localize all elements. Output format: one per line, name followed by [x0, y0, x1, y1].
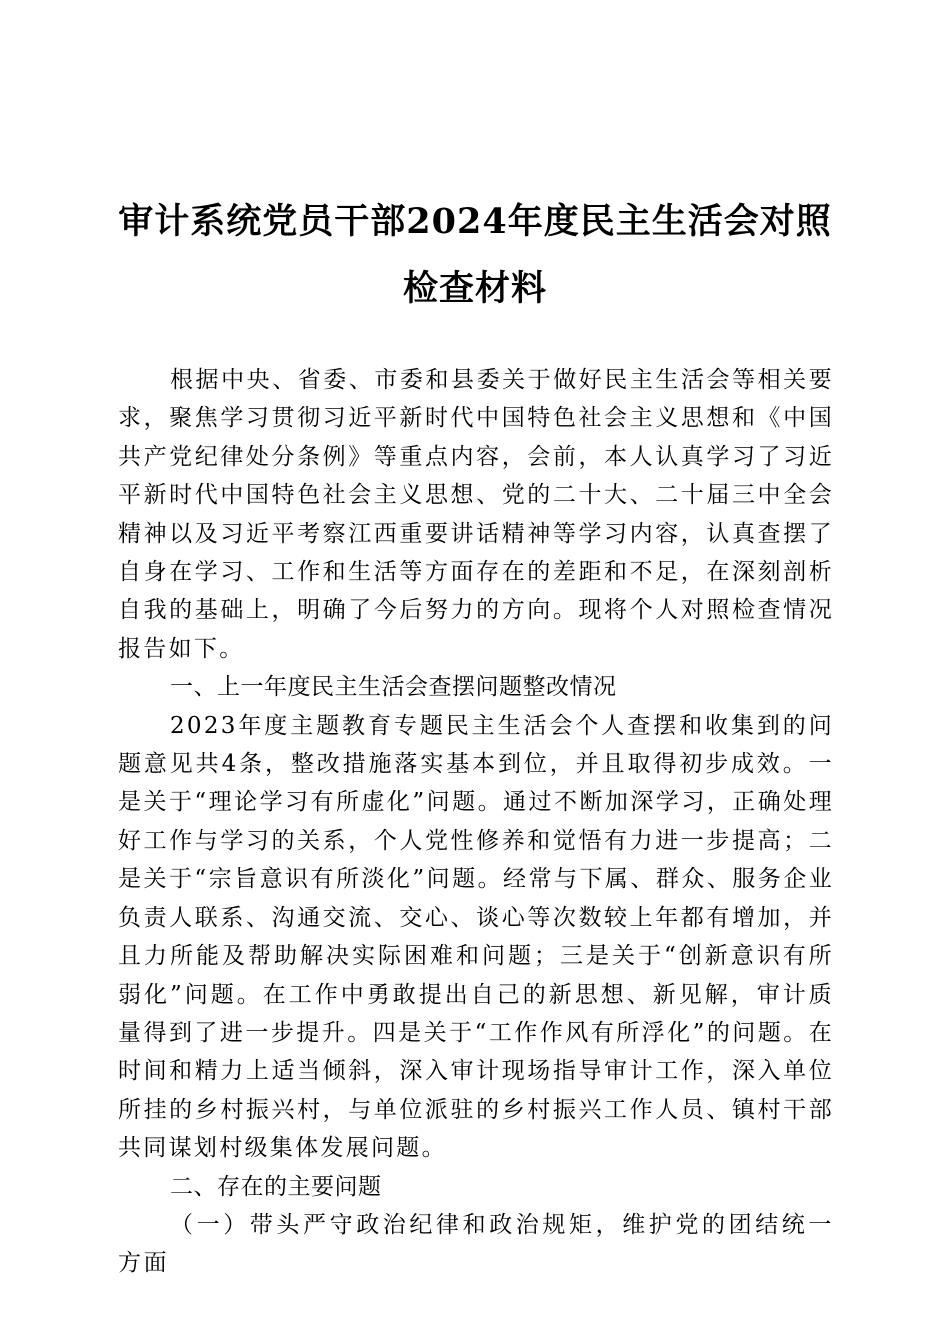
section1-heading: 一、上一年度民主生活会查摆问题整改情况: [170, 674, 617, 701]
subsection1-heading: （一）带头严守政治纪律和政治规矩，维护党的团结统一方面: [118, 1211, 834, 1277]
document-title-line2: 检查材料: [402, 268, 547, 309]
section1-paragraph: 2023年度主题教育专题民主生活会个人查摆和收集到的问题意见共4条，整改措施落实基本到位，并且取得初步成效。一是关于“理论学习有所虚化”问题。通过不断加深学习，正确处理好工作与学习的关系，个人党性修养和觉悟有力进一步提高；二是关于“宗旨意识有所淡化”问题。经常与下属、群众、服务企业负责人联系、沟通交流、交心、谈心等次数较上年都有增加，并且力所能及帮助解决实际困难和问题；三是关于“创新意识有所弱化”问题。在工作中勇敢提出自己的新思想、新见解，审计质量得到了进一步提升。四是关于“工作作风有所浮化”的问题。在时间和精力上适当倾斜，深入审计现场指导审计工作，深入单位所挂的乡村振兴村，与单位派驻的乡村振兴工作人员、镇村干部共同谋划村级集体发展问题。: [118, 712, 834, 1162]
document-body: [118, 361, 834, 1283]
intro-paragraph: 根据中央、省委、市委和县委关于做好民主生活会等相关要求，聚焦学习贯彻习近平新时代中国特色社会主义思想和《中国共产党纪律处分条例》等重点内容，会前，本人认真学习了习近平新时代中国特色社会主义思想、党的二十大、二十届三中全会精神以及习近平考察江西重要讲话精神等学习内容，认真查摆了自身在学习、工作和生活等方面存在的差距和不足，在深刻剖析自我的基础上，明确了今后努力的方向。现将个人对照检查情况报告如下。: [118, 367, 834, 662]
section2-heading: 二、存在的主要问题: [170, 1173, 382, 1200]
document-title-line1: 审计系统党员干部2024年度民主生活会对照: [118, 201, 832, 242]
